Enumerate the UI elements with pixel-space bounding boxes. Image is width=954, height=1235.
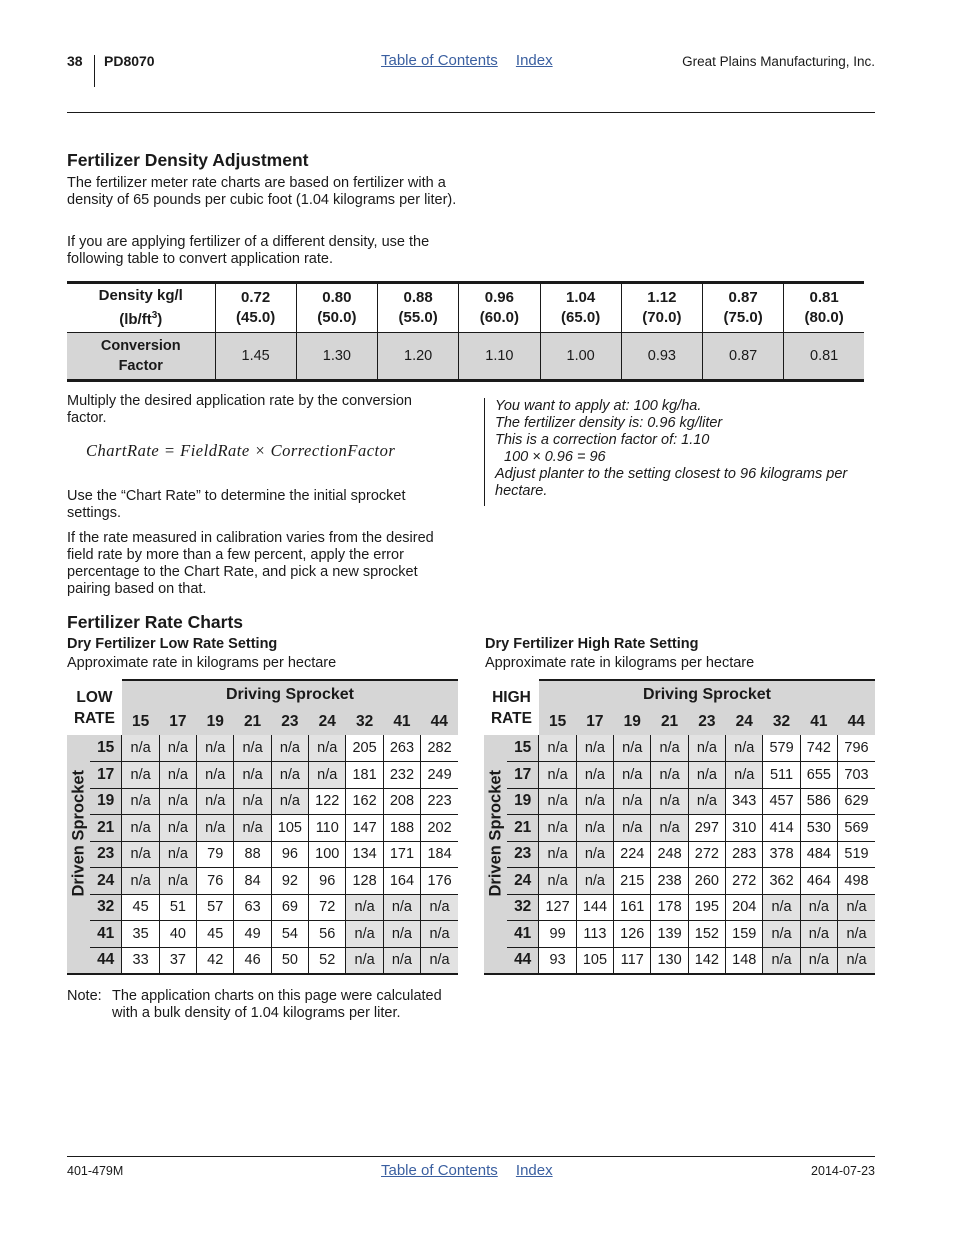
rate-cell: 171 bbox=[383, 841, 420, 868]
example-line: The fertilizer density is: 0.96 kg/liter bbox=[495, 415, 723, 431]
rate-cell: n/a bbox=[800, 947, 837, 974]
table-row bbox=[484, 815, 875, 842]
rate-cell: 152 bbox=[688, 921, 725, 948]
column-header-row bbox=[484, 708, 875, 735]
row-header: 44 bbox=[90, 947, 122, 974]
rate-cell: n/a bbox=[346, 921, 383, 948]
rate-cell: 569 bbox=[838, 815, 875, 842]
column-header: 15 bbox=[122, 708, 159, 735]
rate-cell: n/a bbox=[421, 921, 458, 948]
company-name: Great Plains Manufacturing, Inc. bbox=[682, 54, 875, 69]
rate-cell: 142 bbox=[688, 947, 725, 974]
footer-toc-link[interactable]: Table of Contents bbox=[381, 1162, 498, 1179]
rate-cell: n/a bbox=[614, 788, 651, 815]
rate-cell: 263 bbox=[383, 735, 420, 762]
rate-cell: n/a bbox=[271, 788, 308, 815]
rate-cell: 511 bbox=[763, 762, 800, 789]
rate-cell: 232 bbox=[383, 762, 420, 789]
rate-cell: n/a bbox=[651, 788, 688, 815]
column-header: 24 bbox=[309, 708, 346, 735]
rate-cell: n/a bbox=[539, 762, 576, 789]
calibration-text: If the rate measured in calibration varies from the desired field rate by more than a few percent, apply the error percentage to the Chart Rate, and pick a new sprocket pairing based on that. bbox=[67, 530, 434, 597]
table-row bbox=[484, 921, 875, 948]
density-cell: 1.12 (70.0) bbox=[621, 283, 702, 333]
rate-cell: 205 bbox=[346, 735, 383, 762]
row-header: 41 bbox=[90, 921, 122, 948]
table-row bbox=[67, 788, 458, 815]
rate-cell: n/a bbox=[122, 815, 159, 842]
high-rate-table-wrap bbox=[484, 679, 875, 975]
rate-cell: n/a bbox=[122, 868, 159, 895]
density-cell: 0.81 (80.0) bbox=[784, 283, 864, 333]
row-header: 41 bbox=[507, 921, 539, 948]
rate-cell: 362 bbox=[763, 868, 800, 895]
rate-cell: n/a bbox=[838, 921, 875, 948]
rate-cell: 176 bbox=[421, 868, 458, 895]
rate-cell: 50 bbox=[271, 947, 308, 974]
rate-cell: 249 bbox=[421, 762, 458, 789]
example-line: You want to apply at: 100 kg/ha. bbox=[495, 398, 702, 414]
footer-rule bbox=[67, 1156, 875, 1157]
rate-cell: n/a bbox=[576, 868, 613, 895]
rate-cell: 79 bbox=[197, 841, 234, 868]
row-header: 21 bbox=[507, 815, 539, 842]
rate-cell: n/a bbox=[726, 735, 763, 762]
column-header: 32 bbox=[346, 708, 383, 735]
rate-cell: n/a bbox=[421, 947, 458, 974]
factor-cell: 0.93 bbox=[621, 333, 702, 381]
note-label: Note: bbox=[67, 988, 102, 1004]
rate-cell: n/a bbox=[838, 894, 875, 921]
rate-cell: 45 bbox=[197, 921, 234, 948]
rate-cell: 49 bbox=[234, 921, 271, 948]
row-header: 44 bbox=[507, 947, 539, 974]
rate-cell: n/a bbox=[688, 735, 725, 762]
density-cell: 1.04 (65.0) bbox=[540, 283, 621, 333]
row-header: 24 bbox=[507, 868, 539, 895]
density-row bbox=[67, 283, 864, 333]
rate-cell: n/a bbox=[234, 788, 271, 815]
rate-cell: 51 bbox=[159, 894, 196, 921]
rate-cell: n/a bbox=[576, 841, 613, 868]
page-number: 38 bbox=[67, 53, 83, 69]
table-row bbox=[67, 815, 458, 842]
rate-cell: n/a bbox=[159, 735, 196, 762]
row-header: 17 bbox=[507, 762, 539, 789]
low-rate-table bbox=[67, 681, 458, 975]
rate-cell: 105 bbox=[576, 947, 613, 974]
rate-cell: 84 bbox=[234, 868, 271, 895]
rate-cell: 519 bbox=[838, 841, 875, 868]
column-header: 17 bbox=[159, 708, 196, 735]
rate-cell: 40 bbox=[159, 921, 196, 948]
high-rate-caption: Approximate rate in kilograms per hectare bbox=[485, 655, 755, 671]
factor-cell: 1.30 bbox=[296, 333, 377, 381]
factor-cell: 1.00 bbox=[540, 333, 621, 381]
density-heading: Fertilizer Density Adjustment bbox=[67, 150, 309, 170]
rate-cell: 126 bbox=[614, 921, 651, 948]
row-header: 21 bbox=[90, 815, 122, 842]
header-divider bbox=[94, 55, 95, 87]
low-rate-subtitle: Dry Fertilizer Low Rate Setting bbox=[67, 636, 278, 652]
chart-rate-text: Use the “Chart Rate” to determine the initial sprocket settings. bbox=[67, 488, 406, 521]
rate-cell: 127 bbox=[539, 894, 576, 921]
row-header: 24 bbox=[90, 868, 122, 895]
header-rule bbox=[67, 112, 875, 113]
rate-cell: 202 bbox=[421, 815, 458, 842]
rate-cell: 579 bbox=[763, 735, 800, 762]
row-header: 32 bbox=[90, 894, 122, 921]
row-header: 23 bbox=[90, 841, 122, 868]
rate-cell: n/a bbox=[234, 735, 271, 762]
rate-cell: n/a bbox=[800, 921, 837, 948]
rate-cell: 530 bbox=[800, 815, 837, 842]
rate-cell: 76 bbox=[197, 868, 234, 895]
rate-cell: 144 bbox=[576, 894, 613, 921]
rate-cell: n/a bbox=[271, 762, 308, 789]
rate-cell: 586 bbox=[800, 788, 837, 815]
row-header: 15 bbox=[90, 735, 122, 762]
rate-cell: 72 bbox=[309, 894, 346, 921]
column-header: 23 bbox=[688, 708, 725, 735]
rate-cell: n/a bbox=[159, 788, 196, 815]
factor-row bbox=[67, 333, 864, 381]
example-line: hectare. bbox=[495, 483, 548, 499]
rate-cell: 282 bbox=[421, 735, 458, 762]
rate-cell: n/a bbox=[122, 841, 159, 868]
rate-cell: n/a bbox=[614, 735, 651, 762]
rate-cell: 297 bbox=[688, 815, 725, 842]
rate-cell: 139 bbox=[651, 921, 688, 948]
column-header: 24 bbox=[726, 708, 763, 735]
rate-cell: 629 bbox=[838, 788, 875, 815]
rate-cell: n/a bbox=[576, 815, 613, 842]
rate-cell: 159 bbox=[726, 921, 763, 948]
rate-cell: 181 bbox=[346, 762, 383, 789]
rate-cell: 96 bbox=[309, 868, 346, 895]
rate-cell: n/a bbox=[539, 788, 576, 815]
rate-cell: 134 bbox=[346, 841, 383, 868]
rate-cell: n/a bbox=[159, 762, 196, 789]
driving-sprocket-label: Driving Sprocket bbox=[539, 681, 875, 708]
high-rate-subtitle: Dry Fertilizer High Rate Setting bbox=[485, 636, 699, 652]
column-header-row bbox=[67, 708, 458, 735]
doc-number: 401-479M bbox=[67, 1164, 124, 1178]
column-header: 19 bbox=[614, 708, 651, 735]
table-row bbox=[484, 735, 875, 762]
rate-cell: n/a bbox=[122, 788, 159, 815]
high-driven-label: Driven Sprocket bbox=[486, 769, 505, 897]
rate-cell: 92 bbox=[271, 868, 308, 895]
rate-cell: 283 bbox=[726, 841, 763, 868]
driving-header-row bbox=[484, 681, 875, 708]
rate-cell: n/a bbox=[197, 815, 234, 842]
rate-cell: n/a bbox=[234, 762, 271, 789]
rate-cell: 148 bbox=[726, 947, 763, 974]
table-row bbox=[484, 841, 875, 868]
rate-cell: 272 bbox=[688, 841, 725, 868]
column-header: 21 bbox=[234, 708, 271, 735]
rate-cell: n/a bbox=[346, 947, 383, 974]
row-header: 17 bbox=[90, 762, 122, 789]
density-cell: 0.96 (60.0) bbox=[459, 283, 540, 333]
rate-cell: 208 bbox=[383, 788, 420, 815]
column-header: 23 bbox=[271, 708, 308, 735]
rate-cell: 147 bbox=[346, 815, 383, 842]
rate-cell: n/a bbox=[197, 762, 234, 789]
rate-cell: 457 bbox=[763, 788, 800, 815]
rate-cell: 742 bbox=[800, 735, 837, 762]
rate-cell: 484 bbox=[800, 841, 837, 868]
note-text: The application charts on this page were calculated with a bulk density of 1.04 kilograms per liter. bbox=[112, 988, 442, 1021]
rate-cell: n/a bbox=[763, 947, 800, 974]
formula: ChartRate = FieldRate × CorrectionFactor bbox=[86, 441, 396, 460]
driving-header-row bbox=[67, 681, 458, 708]
density-table bbox=[67, 281, 864, 382]
rate-corner: LOW RATE bbox=[67, 681, 122, 735]
rate-cell: n/a bbox=[383, 894, 420, 921]
rate-cell: n/a bbox=[614, 815, 651, 842]
density-para-1: The fertilizer meter rate charts are based on fertilizer with a density of 65 pounds per cubic foot (1.04 kilograms per liter). bbox=[67, 175, 457, 208]
rate-cell: 96 bbox=[271, 841, 308, 868]
rate-cell: 100 bbox=[309, 841, 346, 868]
rate-cell: n/a bbox=[539, 841, 576, 868]
rate-cell: 110 bbox=[309, 815, 346, 842]
rate-cell: n/a bbox=[271, 735, 308, 762]
example-box bbox=[484, 398, 876, 506]
rate-cell: n/a bbox=[838, 947, 875, 974]
density-cell: 0.88 (55.0) bbox=[378, 283, 459, 333]
density-cell: 0.87 (75.0) bbox=[703, 283, 784, 333]
factor-cell: 1.45 bbox=[215, 333, 296, 381]
rate-cell: 99 bbox=[539, 921, 576, 948]
rate-cell: 128 bbox=[346, 868, 383, 895]
rate-cell: n/a bbox=[197, 735, 234, 762]
rate-cell: 63 bbox=[234, 894, 271, 921]
rate-cell: n/a bbox=[539, 868, 576, 895]
multiply-text: Multiply the desired application rate by the conversion factor. bbox=[67, 393, 412, 426]
column-header: 44 bbox=[838, 708, 875, 735]
column-header: 21 bbox=[651, 708, 688, 735]
table-row bbox=[67, 841, 458, 868]
rate-cell: 56 bbox=[309, 921, 346, 948]
rate-cell: n/a bbox=[159, 868, 196, 895]
rate-cell: 105 bbox=[271, 815, 308, 842]
rate-cell: 238 bbox=[651, 868, 688, 895]
rate-cell: n/a bbox=[651, 762, 688, 789]
density-cell: 0.80 (50.0) bbox=[296, 283, 377, 333]
rate-cell: 378 bbox=[763, 841, 800, 868]
rate-cell: n/a bbox=[688, 762, 725, 789]
example-line: This is a correction factor of: 1.10 bbox=[495, 432, 710, 448]
column-header: 44 bbox=[421, 708, 458, 735]
rate-cell: n/a bbox=[346, 894, 383, 921]
rate-cell: n/a bbox=[159, 841, 196, 868]
factor-cell: 0.87 bbox=[703, 333, 784, 381]
driving-sprocket-label: Driving Sprocket bbox=[122, 681, 458, 708]
toc-link[interactable]: Table of Contents bbox=[381, 52, 498, 69]
rate-cell: 223 bbox=[421, 788, 458, 815]
high-rate-table bbox=[484, 681, 875, 975]
rate-cell: n/a bbox=[234, 815, 271, 842]
rate-cell: 161 bbox=[614, 894, 651, 921]
rate-cell: 188 bbox=[383, 815, 420, 842]
row-header: 32 bbox=[507, 894, 539, 921]
rate-cell: 310 bbox=[726, 815, 763, 842]
rate-cell: 37 bbox=[159, 947, 196, 974]
table-row bbox=[484, 868, 875, 895]
table-row bbox=[67, 868, 458, 895]
row-header: 15 bbox=[507, 735, 539, 762]
rate-cell: 33 bbox=[122, 947, 159, 974]
rate-cell: 162 bbox=[346, 788, 383, 815]
row-header: 19 bbox=[90, 788, 122, 815]
rate-cell: 224 bbox=[614, 841, 651, 868]
rate-cell: 204 bbox=[726, 894, 763, 921]
rate-cell: n/a bbox=[539, 735, 576, 762]
low-driven-label: Driven Sprocket bbox=[69, 769, 88, 897]
rate-cell: n/a bbox=[122, 735, 159, 762]
rate-cell: n/a bbox=[651, 815, 688, 842]
rate-cell: n/a bbox=[800, 894, 837, 921]
rate-cell: 122 bbox=[309, 788, 346, 815]
density-row-header: Density kg/l $(lb/ft^3)$ bbox=[67, 283, 215, 333]
table-row bbox=[484, 762, 875, 789]
rate-cell: n/a bbox=[421, 894, 458, 921]
rate-cell: 260 bbox=[688, 868, 725, 895]
table-row bbox=[484, 788, 875, 815]
model-number: PD8070 bbox=[104, 53, 155, 69]
rate-cell: 655 bbox=[800, 762, 837, 789]
row-header: 19 bbox=[507, 788, 539, 815]
column-header: 41 bbox=[383, 708, 420, 735]
rate-cell: n/a bbox=[763, 921, 800, 948]
density-cell: 0.72 (45.0) bbox=[215, 283, 296, 333]
rate-cell: n/a bbox=[576, 735, 613, 762]
rate-cell: 130 bbox=[651, 947, 688, 974]
rate-cell: n/a bbox=[383, 921, 420, 948]
factor-cell: 0.81 bbox=[784, 333, 864, 381]
column-header: 19 bbox=[197, 708, 234, 735]
index-link[interactable]: Index bbox=[515, 52, 553, 69]
footer-index-link[interactable]: Index bbox=[515, 1162, 553, 1179]
example-line: Adjust planter to the setting closest to 96 kilograms per bbox=[495, 466, 848, 482]
rate-cell: 93 bbox=[539, 947, 576, 974]
note bbox=[67, 988, 459, 1022]
rate-cell: n/a bbox=[309, 735, 346, 762]
rate-cell: 248 bbox=[651, 841, 688, 868]
rate-cell: n/a bbox=[576, 788, 613, 815]
rate-cell: n/a bbox=[688, 788, 725, 815]
table-row bbox=[484, 894, 875, 921]
rate-cell: 195 bbox=[688, 894, 725, 921]
rate-corner: HIGH RATE bbox=[484, 681, 539, 735]
rate-cell: 272 bbox=[726, 868, 763, 895]
footer-nav bbox=[381, 1162, 567, 1179]
rate-cell: n/a bbox=[122, 762, 159, 789]
rate-cell: 464 bbox=[800, 868, 837, 895]
rate-cell: 796 bbox=[838, 735, 875, 762]
rate-cell: 178 bbox=[651, 894, 688, 921]
low-rate-table-wrap bbox=[67, 679, 458, 975]
rate-cell: 42 bbox=[197, 947, 234, 974]
rate-cell: 69 bbox=[271, 894, 308, 921]
table-row bbox=[67, 894, 458, 921]
table-row bbox=[67, 762, 458, 789]
rate-cell: 215 bbox=[614, 868, 651, 895]
factor-cell: 1.10 bbox=[459, 333, 540, 381]
rate-cell: 45 bbox=[122, 894, 159, 921]
factor-cell: 1.20 bbox=[378, 333, 459, 381]
table-row bbox=[67, 921, 458, 948]
rate-cell: n/a bbox=[197, 788, 234, 815]
rate-cell: 46 bbox=[234, 947, 271, 974]
rate-cell: n/a bbox=[309, 762, 346, 789]
table-row bbox=[67, 735, 458, 762]
factor-row-header: Conversion Factor bbox=[67, 333, 215, 381]
table-row bbox=[484, 947, 875, 974]
rate-cell: n/a bbox=[576, 762, 613, 789]
rate-cell: n/a bbox=[539, 815, 576, 842]
table-row bbox=[67, 947, 458, 974]
column-header: 17 bbox=[576, 708, 613, 735]
rate-cell: 343 bbox=[726, 788, 763, 815]
rate-cell: 35 bbox=[122, 921, 159, 948]
footer-date: 2014-07-23 bbox=[811, 1164, 875, 1178]
rate-cell: 54 bbox=[271, 921, 308, 948]
rate-cell: 57 bbox=[197, 894, 234, 921]
rate-cell: n/a bbox=[159, 815, 196, 842]
column-header: 41 bbox=[800, 708, 837, 735]
rate-cell: 498 bbox=[838, 868, 875, 895]
rate-cell: 184 bbox=[421, 841, 458, 868]
rate-cell: n/a bbox=[614, 762, 651, 789]
rate-cell: n/a bbox=[383, 947, 420, 974]
low-rate-caption: Approximate rate in kilograms per hectare bbox=[67, 655, 337, 671]
row-header: 23 bbox=[507, 841, 539, 868]
rate-cell: n/a bbox=[726, 762, 763, 789]
column-header: 15 bbox=[539, 708, 576, 735]
rate-cell: 113 bbox=[576, 921, 613, 948]
rate-cell: 117 bbox=[614, 947, 651, 974]
header-nav bbox=[381, 52, 567, 69]
rate-cell: 703 bbox=[838, 762, 875, 789]
rate-cell: 414 bbox=[763, 815, 800, 842]
rate-cell: 52 bbox=[309, 947, 346, 974]
column-header: 32 bbox=[763, 708, 800, 735]
rate-charts-heading: Fertilizer Rate Charts bbox=[67, 612, 244, 632]
rate-cell: 164 bbox=[383, 868, 420, 895]
example-line: 100 × 0.96 = 96 bbox=[504, 449, 606, 465]
rate-cell: n/a bbox=[763, 894, 800, 921]
density-para-2: If you are applying fertilizer of a different density, use the following table to convert application rate. bbox=[67, 234, 430, 267]
rate-cell: 88 bbox=[234, 841, 271, 868]
rate-cell: n/a bbox=[651, 735, 688, 762]
